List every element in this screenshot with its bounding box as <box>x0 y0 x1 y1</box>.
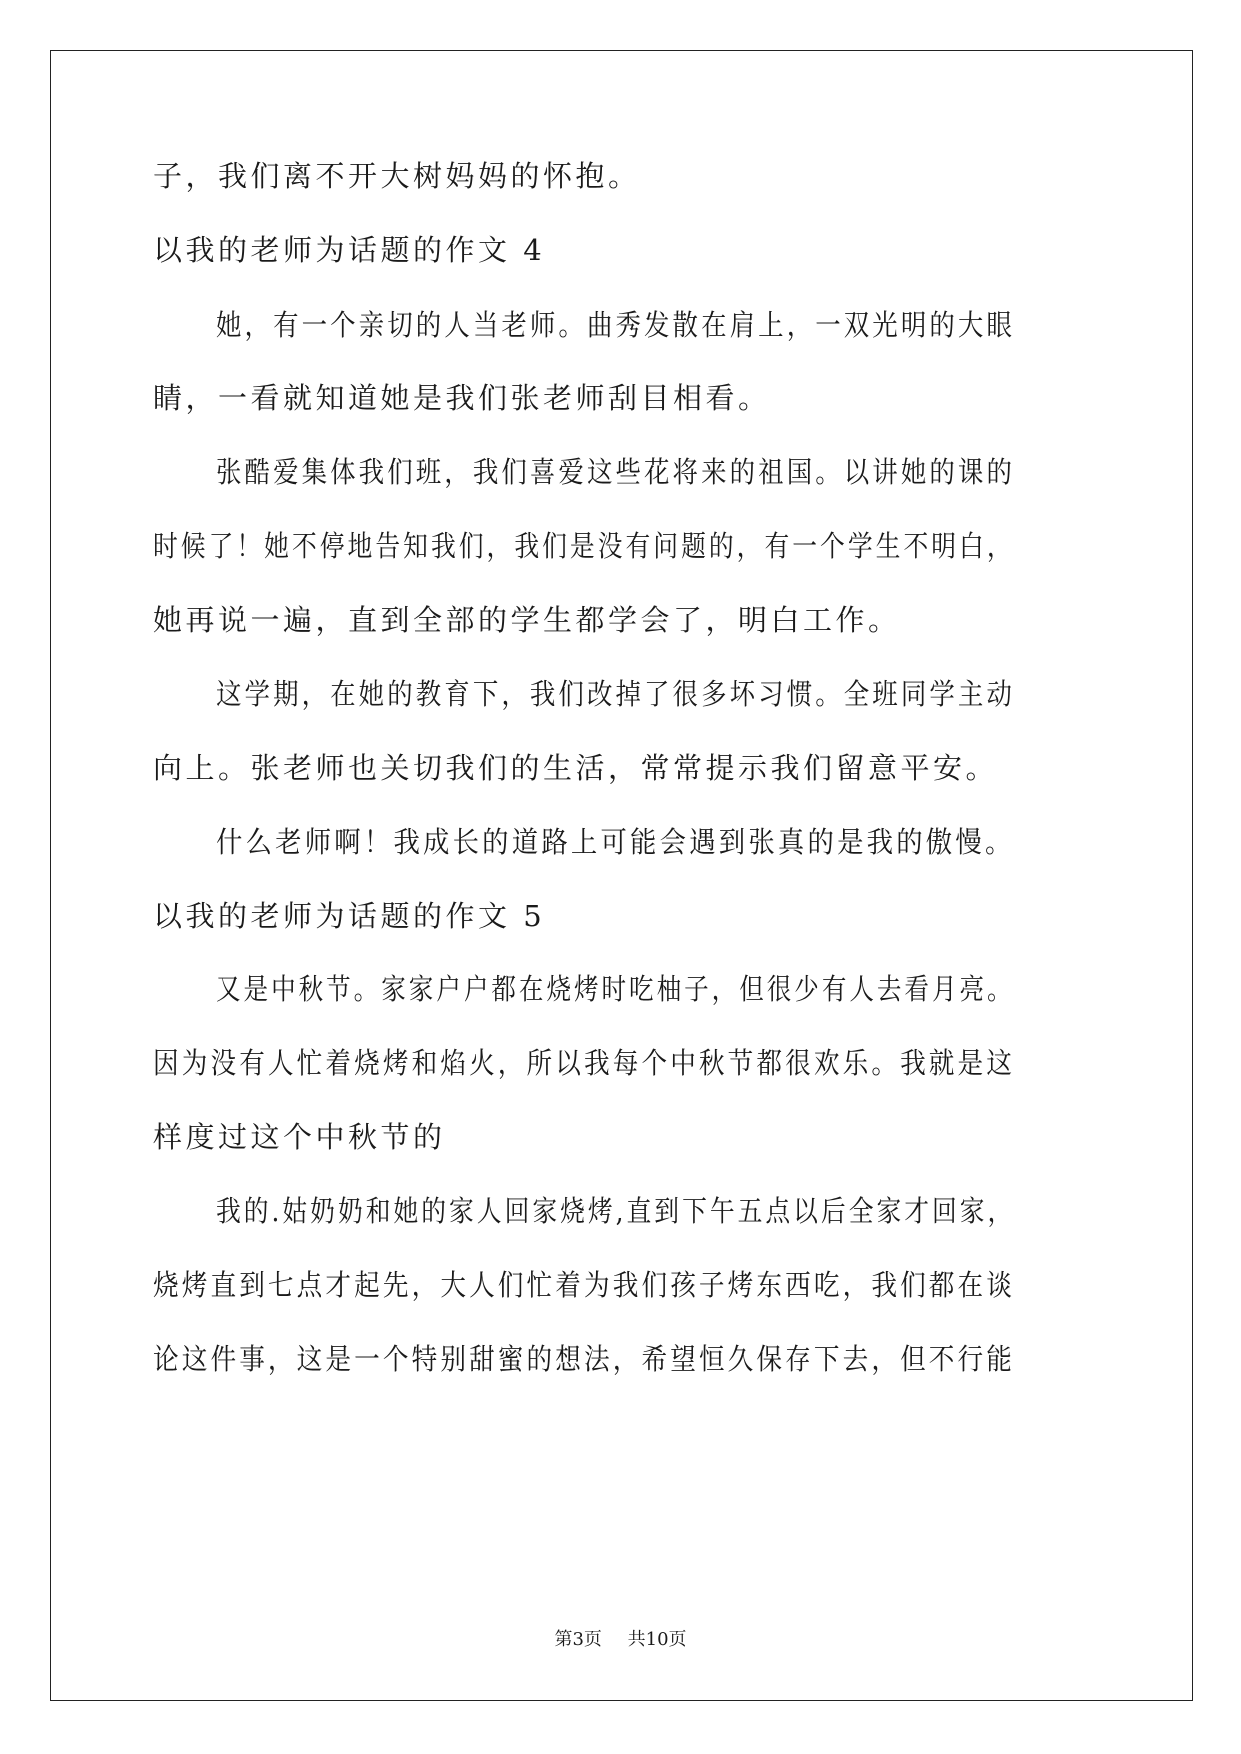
section-heading: 以我的老师为话题的作文 5 <box>153 899 546 933</box>
page-footer <box>0 1631 1241 1649</box>
paragraph-line: 她再说一遍，直到全部的学生都学会了，明白工作。 <box>153 603 901 637</box>
page-number: 第3页 <box>554 1629 602 1650</box>
paragraph-line: 睛，一看就知道她是我们张老师刮目相看。 <box>153 381 771 415</box>
paragraph-line: 什么老师啊！我成长的道路上可能会遇到张真的是我的傲慢。 <box>216 825 1015 859</box>
paragraph-line: 论这件事，这是一个特别甜蜜的想法，希望恒久保存下去，但不行能 <box>153 1342 1016 1376</box>
paragraph-line: 因为没有人忙着烧烤和焰火，所以我每个中秋节都很欢乐。我就是这 <box>153 1046 1016 1080</box>
paragraph-line: 烧烤直到七点才起先，大人们忙着为我们孩子烤东西吃，我们都在谈 <box>153 1268 1016 1302</box>
paragraph-line: 向上。张老师也关切我们的生活，常常提示我们留意平安。 <box>153 751 999 785</box>
paragraph-line: 她，有一个亲切的人当老师。曲秀发散在肩上，一双光明的大眼 <box>216 308 1015 342</box>
paragraph-line: 又是中秋节。家家户户都在烧烤时吃柚子，但很少有人去看月亮。 <box>216 972 1015 1006</box>
body-text-line: 子，我们离不开大树妈妈的怀抱。 <box>153 159 641 193</box>
paragraph-line: 时候了！她不停地告知我们，我们是没有问题的，有一个学生不明白， <box>153 529 1015 563</box>
page-total: 共10页 <box>627 1629 687 1650</box>
page-border <box>50 50 1193 1701</box>
paragraph-line: 张酷爱集体我们班，我们喜爱这些花将来的祖国。以讲她的课的 <box>216 455 1015 489</box>
paragraph-line: 这学期，在她的教育下，我们改掉了很多坏习惯。全班同学主动 <box>216 677 1015 711</box>
section-heading: 以我的老师为话题的作文 4 <box>153 233 546 267</box>
paragraph-line: 我的.姑奶奶和她的家人回家烧烤,直到下午五点以后全家才回家， <box>216 1194 1016 1228</box>
paragraph-line: 样度过这个中秋节的 <box>153 1120 446 1154</box>
